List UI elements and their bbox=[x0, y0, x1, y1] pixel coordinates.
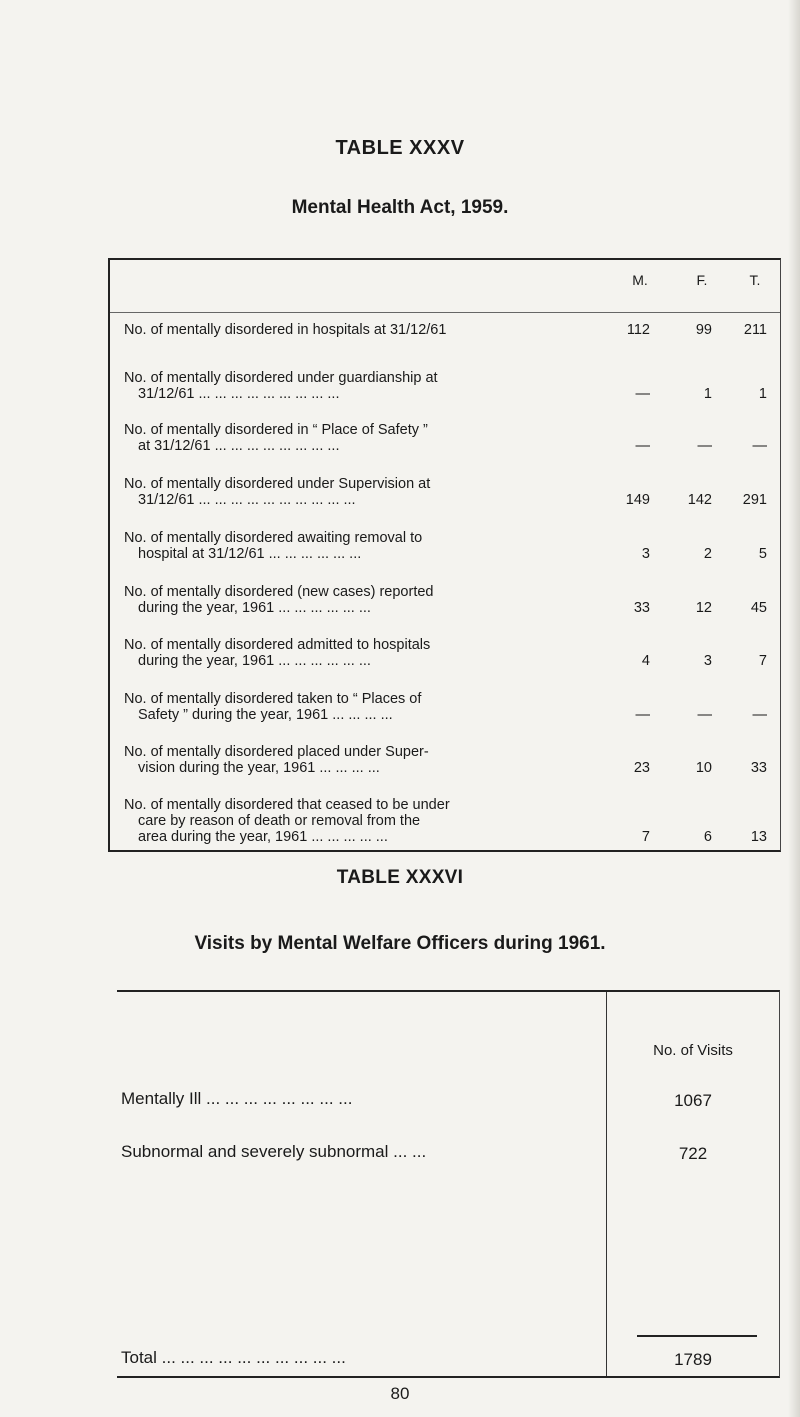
cell-female: 2 bbox=[703, 546, 712, 562]
cell-female: 3 bbox=[703, 653, 712, 669]
cell-total: 7 bbox=[758, 653, 767, 669]
row-label-mentally-ill: Mentally Ill ... ... ... ... ... ... ... ... bbox=[121, 1089, 353, 1108]
header-separator bbox=[110, 312, 780, 313]
row-label-line: hospital at 31/12/61 ... ... ... ... ... ... bbox=[138, 546, 362, 562]
table-row bbox=[124, 322, 774, 338]
table-row bbox=[124, 476, 774, 508]
row-label-line: 31/12/61 ... ... ... ... ... ... ... ... ... ... bbox=[138, 492, 356, 508]
cell-male: 23 bbox=[633, 760, 650, 776]
page-number: 80 bbox=[390, 1384, 410, 1403]
cell-female: 12 bbox=[695, 600, 712, 616]
cell-female: 10 bbox=[695, 760, 712, 776]
row-label-line: No. of mentally disordered awaiting removal to bbox=[124, 530, 423, 546]
cell-female: 1 bbox=[703, 386, 712, 402]
row-label-line: No. of mentally disordered taken to “ Places of bbox=[124, 691, 422, 707]
table-row bbox=[124, 691, 774, 723]
row-label-line: No. of mentally disordered (new cases) reported bbox=[124, 584, 434, 600]
row-label-line: care by reason of death or removal from the bbox=[138, 813, 421, 829]
cell-male: — bbox=[635, 707, 650, 723]
table-xxxvi-subtitle: Visits by Mental Welfare Officers during 1961. bbox=[194, 933, 606, 954]
table-xxxvi-title: TABLE XXXVI bbox=[336, 867, 464, 888]
header-total: T. bbox=[749, 272, 761, 288]
cell-total: 1 bbox=[758, 386, 767, 402]
row-values bbox=[124, 707, 774, 723]
header-male: M. bbox=[632, 272, 648, 288]
row-value-subnormal: 722 bbox=[678, 1144, 708, 1163]
table-row bbox=[124, 637, 774, 669]
cell-total: 211 bbox=[743, 322, 767, 338]
table-xxxvi bbox=[117, 990, 780, 1378]
cell-male: 7 bbox=[641, 829, 650, 845]
table-xxxv-title: TABLE XXXV bbox=[335, 137, 465, 159]
cell-male: 3 bbox=[641, 546, 650, 562]
row-label-line: No. of mentally disordered in hospitals at 31/12/61 bbox=[124, 322, 447, 338]
cell-total: — bbox=[752, 707, 767, 723]
row-label-line: 31/12/61 ... ... ... ... ... ... ... ... ... bbox=[138, 386, 340, 402]
table-xxxv bbox=[108, 258, 781, 852]
cell-male: 112 bbox=[626, 322, 650, 338]
row-label-line: No. of mentally disordered that ceased to be under bbox=[124, 797, 450, 813]
cell-male: 149 bbox=[625, 492, 650, 508]
cell-total: — bbox=[752, 438, 767, 454]
table-row bbox=[124, 744, 774, 776]
cell-total: 291 bbox=[742, 492, 767, 508]
cell-total: 33 bbox=[750, 760, 767, 776]
cell-female: 6 bbox=[703, 829, 712, 845]
cell-female: 142 bbox=[687, 492, 712, 508]
table-header-row bbox=[110, 272, 780, 302]
row-label-line: No. of mentally disordered under guardianship at bbox=[124, 370, 438, 386]
total-rule bbox=[637, 1335, 757, 1337]
cell-total: 13 bbox=[750, 829, 767, 845]
row-label-line: No. of mentally disordered in “ Place of Safety ” bbox=[124, 422, 428, 438]
cell-female: — bbox=[697, 707, 712, 723]
cell-male: 33 bbox=[633, 600, 650, 616]
table-row bbox=[124, 422, 774, 454]
row-label-line: during the year, 1961 ... ... ... ... ... ... bbox=[138, 600, 371, 616]
row-label-line: No. of mentally disordered placed under Super- bbox=[124, 744, 429, 760]
row-value-mentally-ill: 1067 bbox=[674, 1091, 712, 1110]
cell-male: 4 bbox=[641, 653, 650, 669]
header-female: F. bbox=[696, 272, 708, 288]
total-label: Total ... ... ... ... ... ... ... ... ... ... bbox=[121, 1348, 346, 1367]
cell-total: 45 bbox=[750, 600, 767, 616]
table-row bbox=[124, 530, 774, 562]
cell-female: — bbox=[697, 438, 712, 454]
row-values bbox=[124, 653, 774, 669]
row-values bbox=[124, 600, 774, 616]
row-label-line: No. of mentally disordered admitted to hospitals bbox=[124, 637, 431, 653]
row-label-line: at 31/12/61 ... ... ... ... ... ... ... ... bbox=[138, 438, 340, 454]
table-xxxv-subtitle: Mental Health Act, 1959. bbox=[291, 197, 509, 218]
table-row bbox=[124, 584, 774, 616]
row-values bbox=[124, 829, 774, 845]
row-label-line: No. of mentally disordered under Supervision at bbox=[124, 476, 431, 492]
visits-column-header: No. of Visits bbox=[653, 1042, 733, 1059]
row-values bbox=[124, 322, 774, 338]
cell-total: 5 bbox=[758, 546, 767, 562]
table-row bbox=[124, 370, 774, 402]
row-values bbox=[124, 492, 774, 508]
cell-male: — bbox=[635, 438, 650, 454]
total-value: 1789 bbox=[674, 1350, 712, 1369]
row-values bbox=[124, 546, 774, 562]
row-label-line: vision during the year, 1961 ... ... ... ... bbox=[138, 760, 380, 776]
cell-female: 99 bbox=[695, 322, 712, 338]
cell-male: — bbox=[635, 386, 650, 402]
row-label-subnormal: Subnormal and severely subnormal ... ... bbox=[121, 1142, 427, 1161]
row-label-line: Safety ” during the year, 1961 ... ... ... ... bbox=[138, 707, 393, 723]
row-values bbox=[124, 386, 774, 402]
row-label-line: area during the year, 1961 ... ... ... ... ... bbox=[138, 829, 388, 845]
table-row bbox=[124, 797, 774, 845]
row-values bbox=[124, 438, 774, 454]
row-label-line: during the year, 1961 ... ... ... ... ... ... bbox=[138, 653, 371, 669]
row-values bbox=[124, 760, 774, 776]
